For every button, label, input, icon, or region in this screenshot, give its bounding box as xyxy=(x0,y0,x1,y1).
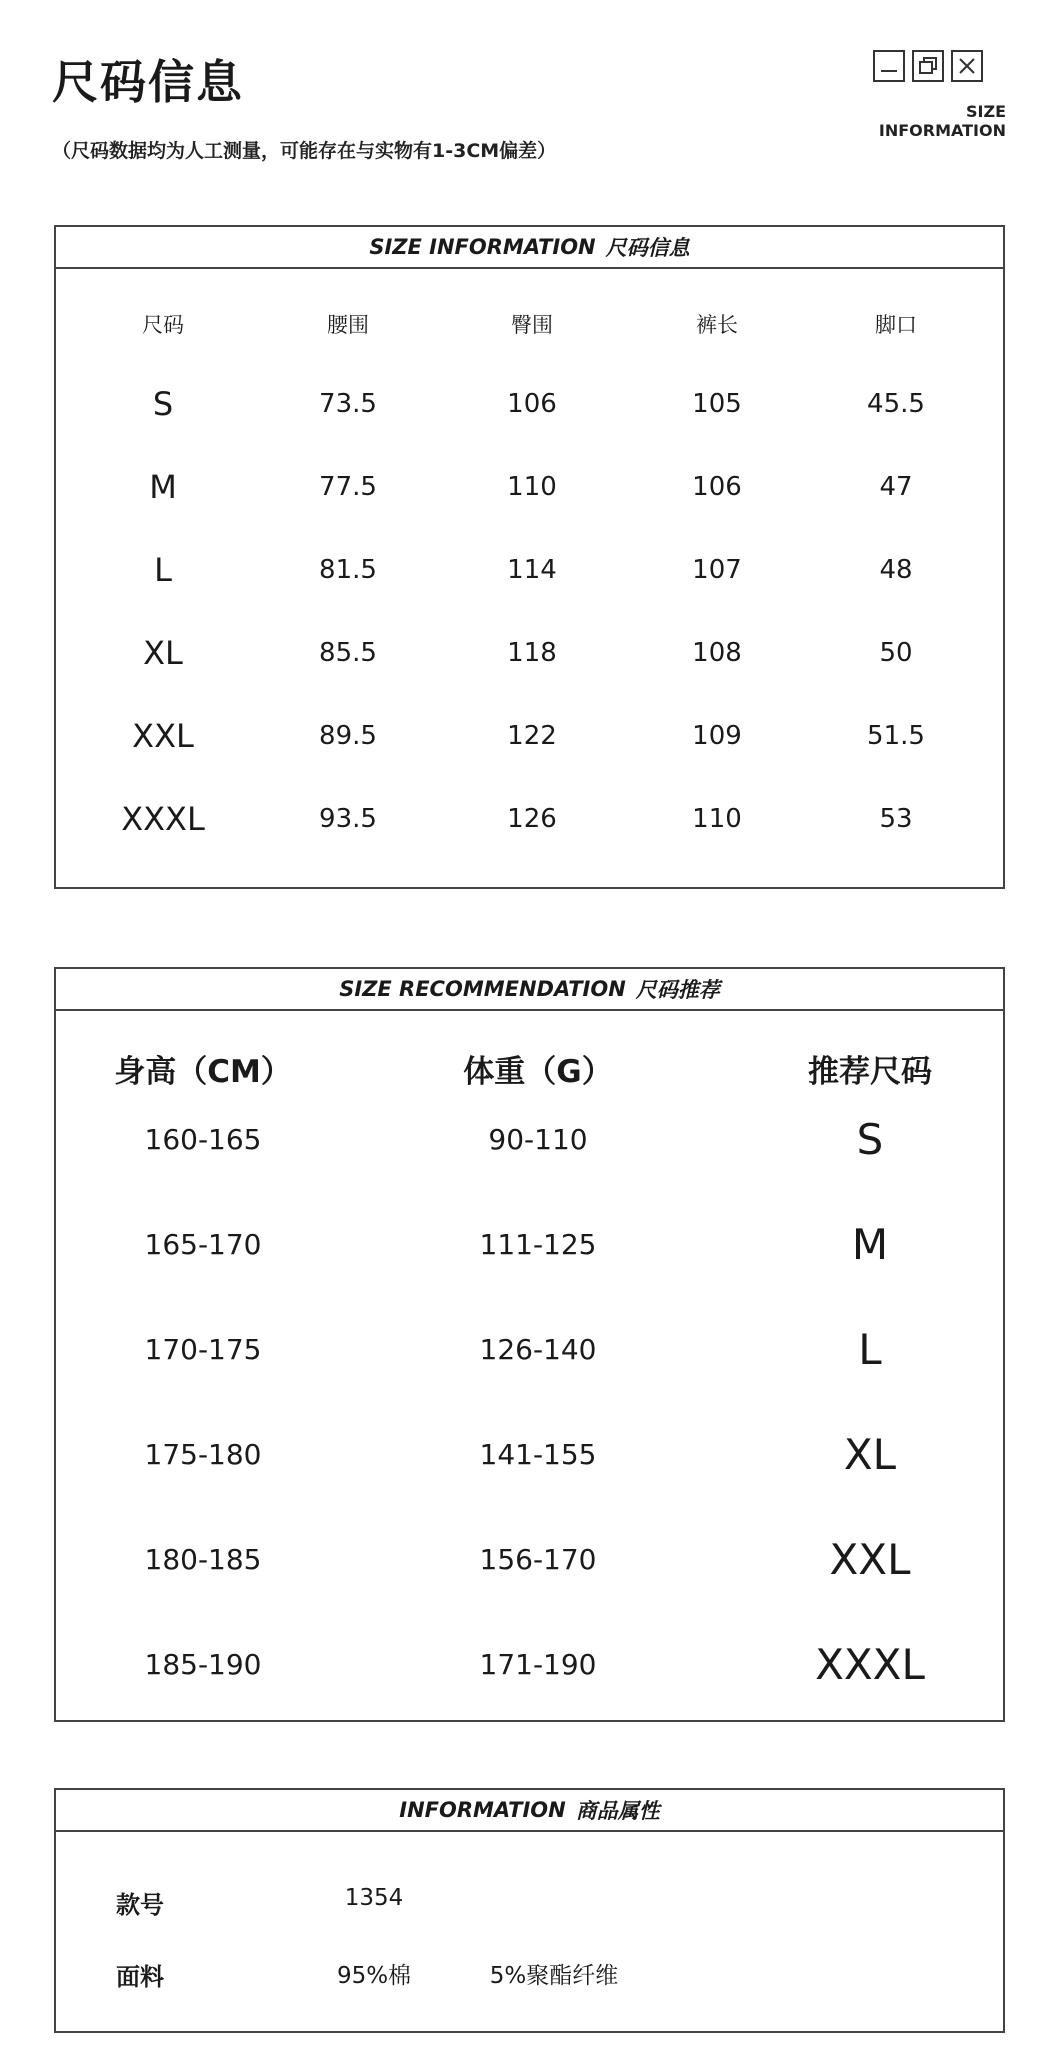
table-cell: 73.5 xyxy=(319,389,377,419)
table-cell: 114 xyxy=(507,555,557,585)
close-icon xyxy=(951,50,983,82)
info-value: 95%棉 xyxy=(336,1963,412,1989)
size-information-table xyxy=(54,225,1005,889)
recommended-size: XL xyxy=(843,1430,897,1479)
header-col-hip: 臀围 xyxy=(511,313,553,337)
size-label: XXL xyxy=(132,717,194,755)
header-col-waist: 腰围 xyxy=(327,313,369,337)
table-cell: 89.5 xyxy=(319,721,377,751)
table-cell: 47 xyxy=(879,472,913,502)
info-value: 5%聚酯纤维 xyxy=(489,1963,619,1989)
header-weight: 体重（G） xyxy=(463,1054,613,1090)
table-cell: 118 xyxy=(507,638,557,668)
table-cell: 170-175 xyxy=(144,1333,262,1366)
table-cell: 81.5 xyxy=(319,555,377,585)
size-label: M xyxy=(149,468,177,506)
table-cell: 141-155 xyxy=(479,1438,597,1471)
table-cell: 77.5 xyxy=(319,472,377,502)
product-information-table xyxy=(54,1788,1005,2033)
window-controls xyxy=(873,50,983,82)
recommended-size: XXL xyxy=(829,1535,911,1584)
info-table-title-cn: 商品属性 xyxy=(575,1799,660,1823)
size-label: L xyxy=(154,551,172,589)
size-label: XXXL xyxy=(121,800,205,838)
table-cell: 185-190 xyxy=(144,1648,262,1681)
header-col-hem: 脚口 xyxy=(875,313,917,337)
measurement-note: （尺码数据均为人工测量，可能存在与实物有1-3CM偏差） xyxy=(52,140,557,162)
recommended-size: S xyxy=(856,1115,884,1164)
minimize-icon xyxy=(873,50,905,82)
table-cell: 171-190 xyxy=(479,1648,597,1681)
table-cell: 165-170 xyxy=(144,1228,262,1261)
recommend-table-header xyxy=(56,969,1003,1011)
info-value: 1354 xyxy=(344,1885,404,1911)
size-table-title-en: SIZE INFORMATION xyxy=(369,235,596,259)
table-cell: 110 xyxy=(507,472,557,502)
recommend-table-title-cn: 尺码推荐 xyxy=(635,978,720,1002)
info-table-title-en: INFORMATION xyxy=(399,1798,566,1822)
size-label: XL xyxy=(143,634,183,672)
restore-icon xyxy=(912,50,944,82)
table-cell: 109 xyxy=(692,721,742,751)
header-col-size: 尺码 xyxy=(142,313,184,337)
size-recommendation-table xyxy=(54,967,1005,1722)
table-cell: 93.5 xyxy=(319,804,377,834)
size-information-caption: SIZE INFORMATION xyxy=(878,102,1006,140)
info-label: 面料 xyxy=(116,1963,164,1991)
table-cell: 105 xyxy=(692,389,742,419)
recommended-size: XXXL xyxy=(815,1640,925,1689)
table-cell: 108 xyxy=(692,638,742,668)
table-cell: 51.5 xyxy=(867,721,925,751)
table-cell: 160-165 xyxy=(144,1123,262,1156)
table-cell: 111-125 xyxy=(479,1228,597,1261)
table-cell: 110 xyxy=(692,804,742,834)
table-cell: 45.5 xyxy=(867,389,925,419)
table-cell: 175-180 xyxy=(144,1438,262,1471)
recommended-size: L xyxy=(858,1325,882,1374)
recommended-size: M xyxy=(851,1220,889,1269)
table-cell: 85.5 xyxy=(319,638,377,668)
header-recommended-size: 推荐尺码 xyxy=(808,1054,932,1090)
table-cell: 48 xyxy=(879,555,913,585)
table-cell: 106 xyxy=(692,472,742,502)
size-label: S xyxy=(152,385,174,423)
table-cell: 156-170 xyxy=(479,1543,597,1576)
table-cell: 90-110 xyxy=(488,1123,588,1156)
header-height: 身高（CM） xyxy=(114,1054,292,1090)
recommend-table-title-en: SIZE RECOMMENDATION xyxy=(339,977,626,1001)
page-title: 尺码信息 xyxy=(52,55,244,109)
size-table-title-cn: 尺码信息 xyxy=(605,236,690,260)
table-cell: 107 xyxy=(692,555,742,585)
table-cell: 122 xyxy=(507,721,557,751)
table-cell: 180-185 xyxy=(144,1543,262,1576)
table-cell: 126-140 xyxy=(479,1333,597,1366)
table-cell: 50 xyxy=(879,638,913,668)
header-col-length: 裤长 xyxy=(696,313,738,337)
size-table-header xyxy=(56,227,1003,269)
table-cell: 53 xyxy=(879,804,913,834)
table-cell: 106 xyxy=(507,389,557,419)
info-table-header xyxy=(56,1790,1003,1832)
table-cell: 126 xyxy=(507,804,557,834)
info-label: 款号 xyxy=(116,1891,164,1919)
